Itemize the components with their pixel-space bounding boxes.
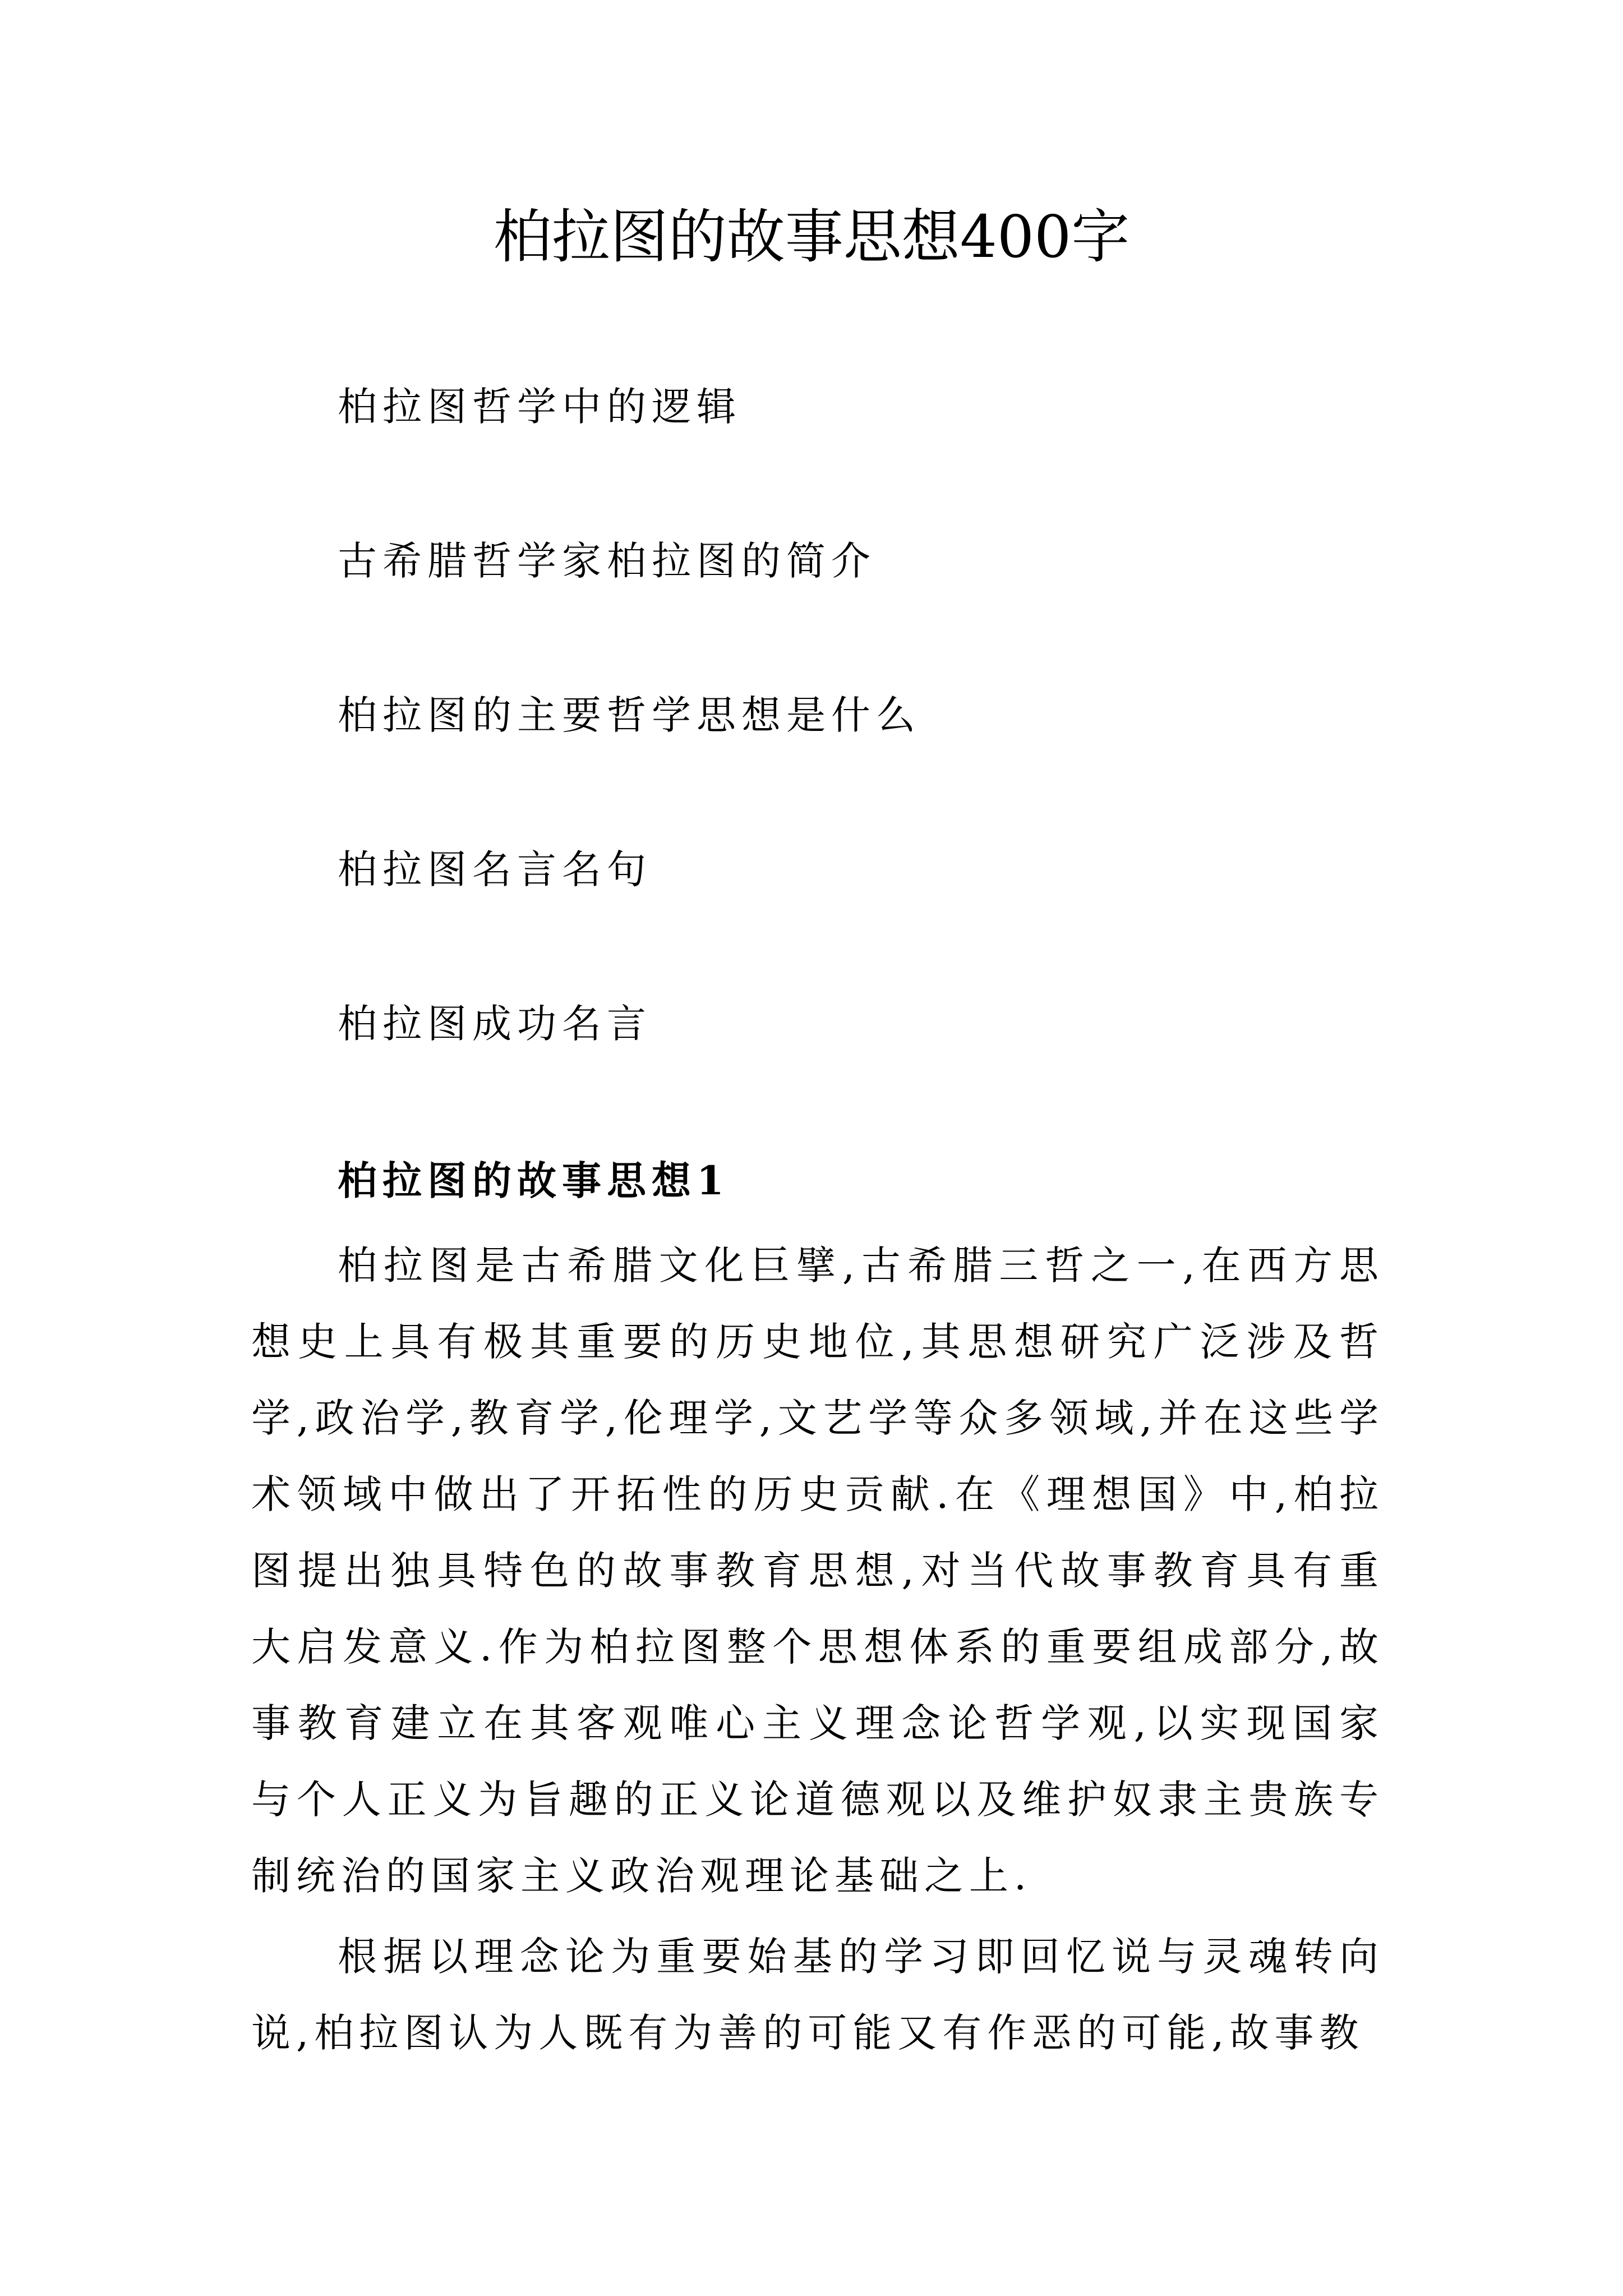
related-links-list bbox=[338, 376, 921, 1147]
related-link-item[interactable]: 古希腊哲学家柏拉图的简介 bbox=[338, 538, 876, 584]
related-link-item[interactable]: 柏拉图哲学中的逻辑 bbox=[338, 384, 741, 430]
body-text bbox=[251, 1227, 1384, 2076]
body-paragraph: 柏拉图是古希腊文化巨擘,古希腊三哲之一,在西方思想史上具有极其重要的历史地位,其思想研究广泛涉及哲学,政治学,教育学,伦理学,文艺学等众多领域,并在这些学术领域中做出了开拓性的历史贡献.在《理想国》中,柏拉图提出独具特色的故事教育思想,对当代故事教育具有重大启发意义.作为柏拉图整个思想体系的重要组成部分,故事教育建立在其客观唯心主义理念论哲学观,以实现国家与个人正义为旨趣的正义论道德观以及维护奴隶主贵族专制统治的国家主义政治观理论基础之上. bbox=[251, 1243, 1384, 1899]
body-paragraph: 根据以理念论为重要始基的学习即回忆说与灵魂转向说,柏拉图认为人既有为善的可能又有作恶的可能,故事教 bbox=[251, 1934, 1384, 2056]
related-link-item[interactable]: 柏拉图成功名言 bbox=[338, 1001, 652, 1047]
related-link-item[interactable]: 柏拉图名言名句 bbox=[338, 846, 652, 892]
related-link-item[interactable]: 柏拉图的主要哲学思想是什么 bbox=[338, 692, 921, 738]
section-heading: 柏拉图的故事思想1 bbox=[338, 1157, 730, 1204]
document-title: 柏拉图的故事思想400字 bbox=[493, 203, 1130, 271]
